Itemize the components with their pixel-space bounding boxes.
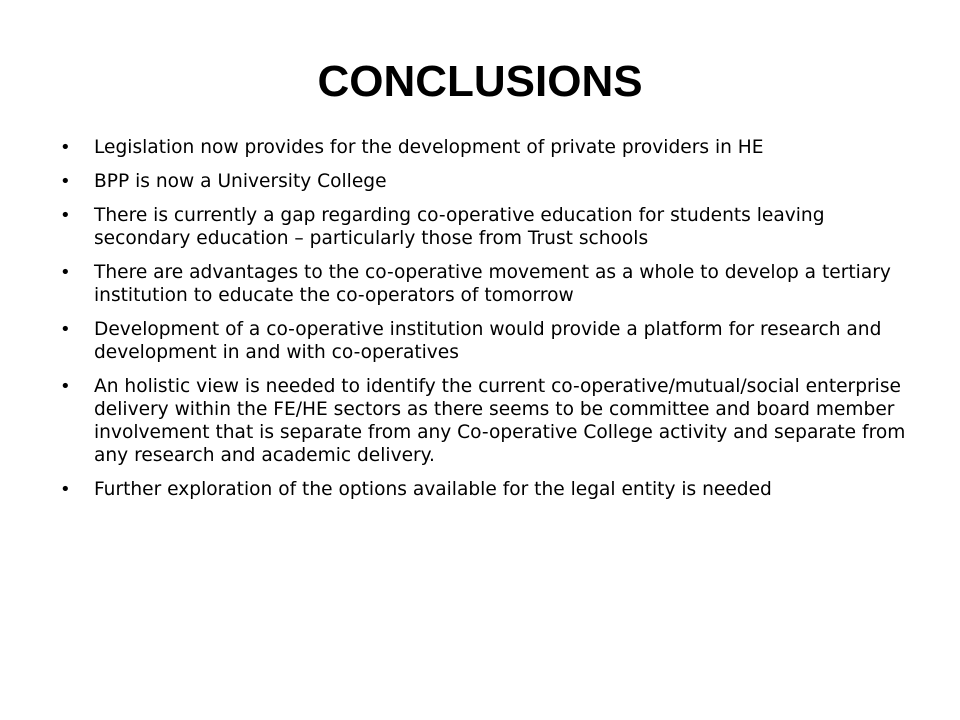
bullet-icon: •	[60, 479, 71, 500]
bullet-icon: •	[60, 319, 71, 340]
bullet-text: An holistic view is needed to identify the current co-operative/mutual/social enterprise delivery within the FE/HE sectors as there seems to be committee and board member involvement that is separate from any Co-operative College activity and separate from any research and academic delivery.	[94, 376, 906, 466]
bullet-text: There are advantages to the co-operative movement as a whole to develop a tertiary institution to educate the co-operators of tomorrow	[94, 262, 891, 306]
bullet-list	[60, 136, 910, 512]
bullet-item	[60, 318, 910, 364]
bullet-item	[60, 170, 910, 193]
bullet-item	[60, 478, 910, 501]
bullet-icon: •	[60, 137, 71, 158]
bullet-text: Development of a co-operative institution would provide a platform for research and development in and with co-operatives	[94, 319, 882, 363]
bullet-icon: •	[60, 262, 71, 283]
bullet-text: BPP is now a University College	[94, 171, 387, 192]
bullet-item	[60, 261, 910, 307]
bullet-item	[60, 375, 910, 467]
bullet-item	[60, 136, 910, 159]
bullet-item	[60, 204, 910, 250]
bullet-text: Further exploration of the options available for the legal entity is needed	[94, 479, 772, 500]
slide-title: CONCLUSIONS	[317, 57, 643, 106]
bullet-text: Legislation now provides for the development of private providers in HE	[94, 137, 764, 158]
bullet-icon: •	[60, 205, 71, 226]
bullet-text: There is currently a gap regarding co-operative education for students leaving secondary education – particularly those from Trust schools	[94, 205, 825, 249]
bullet-icon: •	[60, 171, 71, 192]
bullet-icon: •	[60, 376, 71, 397]
